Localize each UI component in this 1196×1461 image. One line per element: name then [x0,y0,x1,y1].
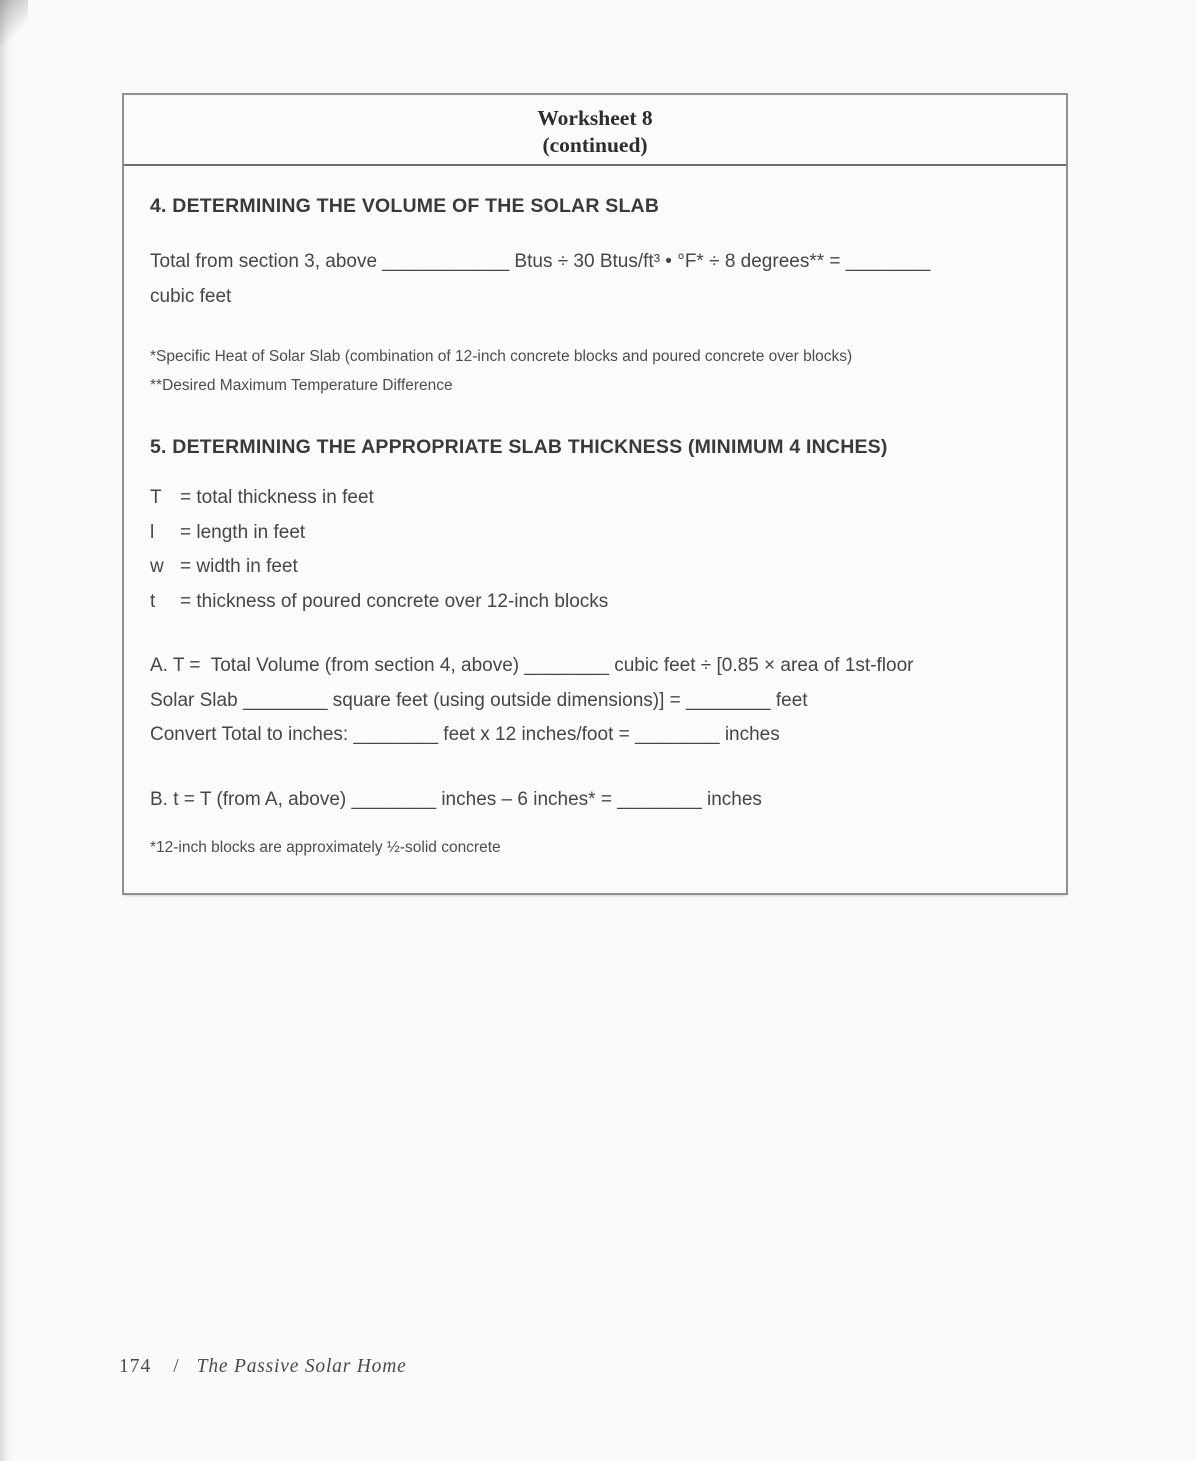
page-footer [119,1356,407,1378]
page-number: 174 [119,1356,152,1377]
definition-row-T [150,481,1040,516]
scan-edge-artifact [0,0,14,1461]
section-4-line-1: Total from section 3, above ____________ Btus ÷ 30 Btus/ft³ • °F* ÷ 8 degrees** = ________ [150,251,931,272]
variable-definitions [150,481,1040,619]
section-4-line-2: cubic feet [150,286,232,307]
definition-text: = total thickness in feet [180,487,374,508]
worksheet-header [124,95,1066,166]
part-a-line-2: Solar Slab ________ square feet (using outside dimensions)] = ________ feet [150,689,808,711]
footnote-blocks-solid-concrete: *12-inch blocks are approximately ½-solid concrete [150,839,501,856]
book-title: The Passive Solar Home [196,1356,407,1377]
worksheet-subtitle: (continued) [542,133,648,157]
definition-row-t [150,585,1040,620]
footer-separator: / [173,1356,179,1377]
worksheet-title: Worksheet 8 [537,106,653,130]
definition-symbol: T [150,487,162,508]
definition-symbol: w [150,556,164,577]
worksheet-box [122,93,1068,895]
part-a-line-1: A. T = Total Volume (from section 4, above) ________ cubic feet ÷ [0.85 × area of 1st-floor [150,655,914,676]
definition-symbol: t [150,590,156,612]
part-b-paragraph [150,783,1040,818]
section-4-footnotes [150,343,1040,400]
definition-row-l [150,516,1040,551]
section-4-paragraph [150,244,1040,314]
part-a-paragraph [150,649,1040,753]
section-5-heading: 5. DETERMINING THE APPROPRIATE SLAB THICKNESS (MINIMUM 4 INCHES) [150,436,888,458]
definition-text: = thickness of poured concrete over 12-inch blocks [180,590,609,612]
scan-corner-artifact [0,0,28,46]
worksheet-content [124,195,1066,863]
part-a-line-3: Convert Total to inches: ________ feet x 12 inches/foot = ________ inches [150,724,780,745]
definition-symbol: l [150,521,155,543]
part-b-line: B. t = T (from A, above) ________ inches – 6 inches* = ________ inches [150,788,762,810]
footnote-temperature-difference: **Desired Maximum Temperature Difference [150,376,453,394]
section-4-heading: 4. DETERMINING THE VOLUME OF THE SOLAR SLAB [150,195,660,217]
definition-text: = width in feet [180,556,298,577]
definition-text: = length in feet [180,521,306,543]
definition-row-w [150,550,1040,585]
footnote-specific-heat: *Specific Heat of Solar Slab (combination of 12-inch concrete blocks and poured concrete over blocks) [150,348,853,365]
